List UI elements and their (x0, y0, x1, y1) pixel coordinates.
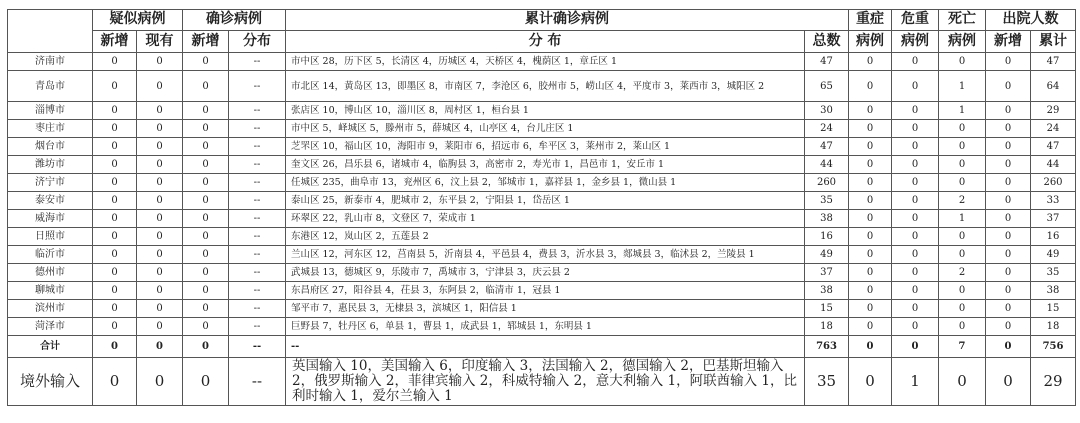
critical-cell: 0 (892, 120, 939, 138)
suspected-current-cell: 0 (137, 336, 183, 358)
table-row (8, 120, 1076, 138)
suspected-new-cell: 0 (93, 300, 137, 318)
city-cell: 滨州市 (8, 300, 93, 318)
critical-cell: 0 (892, 53, 939, 71)
header-sub-distribution-detail: 分 布 (286, 31, 805, 53)
death-cell: 7 (939, 336, 986, 358)
discharged-new-cell: 0 (986, 300, 1031, 318)
total-cell: 65 (805, 71, 849, 102)
confirmed-new-cell: 0 (183, 174, 229, 192)
suspected-current-cell: 0 (137, 174, 183, 192)
total-cell: 30 (805, 102, 849, 120)
severe-cell: 0 (849, 358, 892, 406)
critical-cell: 1 (892, 358, 939, 406)
table-row (8, 156, 1076, 174)
suspected-current-cell: 0 (137, 138, 183, 156)
discharged-cumulative-cell: 44 (1031, 156, 1076, 174)
discharged-new-cell: 0 (986, 358, 1031, 406)
table-row (8, 174, 1076, 192)
confirmed-distribution-cell: -- (229, 120, 286, 138)
critical-cell: 0 (892, 336, 939, 358)
confirmed-new-cell: 0 (183, 246, 229, 264)
severe-cell: 0 (849, 71, 892, 102)
header-city (8, 10, 93, 53)
header-sub-new: 新增 (93, 31, 137, 53)
suspected-current-cell: 0 (137, 192, 183, 210)
table-row (8, 192, 1076, 210)
confirmed-distribution-cell: -- (229, 318, 286, 336)
distribution-detail-cell: 东港区 12，岚山区 2，五莲县 2 (286, 228, 805, 246)
total-cell: 763 (805, 336, 849, 358)
death-cell: 0 (939, 246, 986, 264)
total-cell: 49 (805, 246, 849, 264)
header-suspected: 疑似病例 (93, 10, 183, 31)
suspected-current-cell: 0 (137, 358, 183, 406)
suspected-new-cell: 0 (93, 358, 137, 406)
confirmed-distribution-cell: -- (229, 336, 286, 358)
discharged-new-cell: 0 (986, 246, 1031, 264)
total-cell: 44 (805, 156, 849, 174)
death-cell: 0 (939, 156, 986, 174)
death-cell: 0 (939, 282, 986, 300)
header-severe-a: 重症 (849, 10, 892, 31)
death-cell: 1 (939, 102, 986, 120)
confirmed-new-cell: 0 (183, 120, 229, 138)
suspected-current-cell: 0 (137, 228, 183, 246)
distribution-detail-cell: 市中区 5，峄城区 5，滕州市 5，薛城区 4，山亭区 4，台儿庄区 1 (286, 120, 805, 138)
header-sub-current: 现有 (137, 31, 183, 53)
city-cell: 淄博市 (8, 102, 93, 120)
critical-cell: 0 (892, 246, 939, 264)
city-cell: 潍坊市 (8, 156, 93, 174)
suspected-current-cell: 0 (137, 120, 183, 138)
confirmed-new-cell: 0 (183, 300, 229, 318)
severe-cell: 0 (849, 102, 892, 120)
header-row-1 (8, 10, 1076, 31)
severe-cell: 0 (849, 210, 892, 228)
city-cell: 烟台市 (8, 138, 93, 156)
discharged-cumulative-cell: 38 (1031, 282, 1076, 300)
header-severe-b: 病例 (849, 31, 892, 53)
table-row (8, 53, 1076, 71)
confirmed-new-cell: 0 (183, 358, 229, 406)
city-cell: 日照市 (8, 228, 93, 246)
death-cell: 0 (939, 358, 986, 406)
discharged-cumulative-cell: 47 (1031, 138, 1076, 156)
severe-cell: 0 (849, 120, 892, 138)
header-cumulative: 累计确诊病例 (286, 10, 849, 31)
critical-cell: 0 (892, 102, 939, 120)
confirmed-distribution-cell: -- (229, 264, 286, 282)
discharged-cumulative-cell: 33 (1031, 192, 1076, 210)
discharged-cumulative-cell: 29 (1031, 358, 1076, 406)
city-cell: 泰安市 (8, 192, 93, 210)
confirmed-distribution-cell: -- (229, 71, 286, 102)
severe-cell: 0 (849, 192, 892, 210)
discharged-cumulative-cell: 47 (1031, 53, 1076, 71)
table-row (8, 318, 1076, 336)
severe-cell: 0 (849, 246, 892, 264)
critical-cell: 0 (892, 282, 939, 300)
total-cell: 15 (805, 300, 849, 318)
header-critical-a: 危重 (892, 10, 939, 31)
suspected-new-cell: 0 (93, 228, 137, 246)
discharged-new-cell: 0 (986, 120, 1031, 138)
severe-cell: 0 (849, 174, 892, 192)
distribution-detail-cell: 邹平市 7，惠民县 3，无棣县 3，滨城区 1，阳信县 1 (286, 300, 805, 318)
discharged-new-cell: 0 (986, 156, 1031, 174)
confirmed-distribution-cell: -- (229, 192, 286, 210)
discharged-new-cell: 0 (986, 174, 1031, 192)
severe-cell: 0 (849, 138, 892, 156)
suspected-current-cell: 0 (137, 246, 183, 264)
suspected-current-cell: 0 (137, 53, 183, 71)
total-cell: 260 (805, 174, 849, 192)
header-sub-new-discharged: 新增 (986, 31, 1031, 53)
confirmed-distribution-cell: -- (229, 282, 286, 300)
severe-cell: 0 (849, 53, 892, 71)
suspected-new-cell: 0 (93, 120, 137, 138)
total-cell: 37 (805, 264, 849, 282)
discharged-cumulative-cell: 260 (1031, 174, 1076, 192)
table-body (8, 53, 1076, 406)
distribution-detail-cell: 张店区 10，博山区 10，淄川区 8，周村区 1，桓台县 1 (286, 102, 805, 120)
table-row (8, 246, 1076, 264)
confirmed-distribution-cell: -- (229, 228, 286, 246)
discharged-cumulative-cell: 15 (1031, 300, 1076, 318)
suspected-new-cell: 0 (93, 192, 137, 210)
discharged-cumulative-cell: 35 (1031, 264, 1076, 282)
suspected-new-cell: 0 (93, 174, 137, 192)
suspected-new-cell: 0 (93, 71, 137, 102)
critical-cell: 0 (892, 300, 939, 318)
discharged-new-cell: 0 (986, 228, 1031, 246)
discharged-new-cell: 0 (986, 282, 1031, 300)
total-cell: 24 (805, 120, 849, 138)
confirmed-distribution-cell: -- (229, 102, 286, 120)
distribution-detail-cell: 市中区 28，历下区 5，长清区 4，历城区 4，天桥区 4，槐荫区 1，章丘区 1 (286, 53, 805, 71)
header-sub-new-confirmed: 新增 (183, 31, 229, 53)
header-discharged: 出院人数 (986, 10, 1076, 31)
discharged-cumulative-cell: 18 (1031, 318, 1076, 336)
death-cell: 2 (939, 192, 986, 210)
header-sub-distribution: 分布 (229, 31, 286, 53)
epidemic-table (7, 9, 1076, 406)
death-cell: 2 (939, 264, 986, 282)
city-cell: 临沂市 (8, 246, 93, 264)
total-cell: 38 (805, 282, 849, 300)
table-row (8, 71, 1076, 102)
table-row (8, 264, 1076, 282)
critical-cell: 0 (892, 174, 939, 192)
death-cell: 0 (939, 138, 986, 156)
severe-cell: 0 (849, 336, 892, 358)
city-cell: 济宁市 (8, 174, 93, 192)
city-cell: 德州市 (8, 264, 93, 282)
distribution-detail-cell: 芝罘区 10，福山区 10，海阳市 9，莱阳市 6，招远市 6，牟平区 3，莱州市 2，莱山区 1 (286, 138, 805, 156)
header-sub-cumulative: 累计 (1031, 31, 1076, 53)
death-cell: 0 (939, 300, 986, 318)
confirmed-new-cell: 0 (183, 318, 229, 336)
severe-cell: 0 (849, 156, 892, 174)
discharged-cumulative-cell: 49 (1031, 246, 1076, 264)
header-sub-total: 总数 (805, 31, 849, 53)
total-cell: 35 (805, 358, 849, 406)
discharged-new-cell: 0 (986, 264, 1031, 282)
critical-cell: 0 (892, 318, 939, 336)
suspected-new-cell: 0 (93, 138, 137, 156)
table-row (8, 282, 1076, 300)
confirmed-new-cell: 0 (183, 264, 229, 282)
discharged-new-cell: 0 (986, 318, 1031, 336)
header-death-b: 病例 (939, 31, 986, 53)
confirmed-distribution-cell: -- (229, 300, 286, 318)
suspected-new-cell: 0 (93, 318, 137, 336)
death-cell: 1 (939, 71, 986, 102)
table-row (8, 138, 1076, 156)
death-cell: 0 (939, 228, 986, 246)
confirmed-new-cell: 0 (183, 228, 229, 246)
distribution-detail-cell: 泰山区 25，新泰市 4，肥城市 2，东平县 2，宁阳县 1，岱岳区 1 (286, 192, 805, 210)
confirmed-new-cell: 0 (183, 192, 229, 210)
confirmed-new-cell: 0 (183, 71, 229, 102)
suspected-new-cell: 0 (93, 53, 137, 71)
suspected-new-cell: 0 (93, 282, 137, 300)
confirmed-distribution-cell: -- (229, 246, 286, 264)
suspected-new-cell: 0 (93, 264, 137, 282)
suspected-current-cell: 0 (137, 156, 183, 174)
death-cell: 0 (939, 318, 986, 336)
distribution-detail-cell: 奎文区 26，昌乐县 6，诸城市 4，临朐县 3，高密市 2，寿光市 1，昌邑市 1，安丘市 1 (286, 156, 805, 174)
confirmed-distribution-cell: -- (229, 138, 286, 156)
suspected-new-cell: 0 (93, 210, 137, 228)
suspected-new-cell: 0 (93, 156, 137, 174)
suspected-current-cell: 0 (137, 102, 183, 120)
distribution-detail-cell: 环翠区 22，乳山市 8，文登区 7，荣成市 1 (286, 210, 805, 228)
city-cell: 枣庄市 (8, 120, 93, 138)
header-critical-b: 病例 (892, 31, 939, 53)
confirmed-new-cell: 0 (183, 156, 229, 174)
total-cell: 18 (805, 318, 849, 336)
suspected-new-cell: 0 (93, 102, 137, 120)
total-cell: 38 (805, 210, 849, 228)
total-cell: 16 (805, 228, 849, 246)
confirmed-new-cell: 0 (183, 53, 229, 71)
suspected-current-cell: 0 (137, 282, 183, 300)
confirmed-distribution-cell: -- (229, 156, 286, 174)
distribution-detail-cell: 英国输入 10，美国输入 6，印度输入 3，法国输入 2，德国输入 2，巴基斯坦输入 2，俄罗斯输入 2，菲律宾输入 2，科威特输入 2，意大利输入 1，阿联酋输入 1，比利时输入 1，爱尔兰输入 1 (286, 358, 805, 406)
total-cell: 47 (805, 53, 849, 71)
distribution-detail-cell: 市北区 14，黄岛区 13，即墨区 8，市南区 7，李沧区 6，胶州市 5，崂山区 4，平度市 3，莱西市 3，城阳区 2 (286, 71, 805, 102)
confirmed-new-cell: 0 (183, 282, 229, 300)
distribution-detail-cell: 巨野县 7，牡丹区 6，单县 1，曹县 1，成武县 1，郓城县 1，东明县 1 (286, 318, 805, 336)
city-cell: 青岛市 (8, 71, 93, 102)
severe-cell: 0 (849, 228, 892, 246)
death-cell: 0 (939, 174, 986, 192)
city-cell: 济南市 (8, 53, 93, 71)
suspected-current-cell: 0 (137, 71, 183, 102)
discharged-new-cell: 0 (986, 53, 1031, 71)
confirmed-distribution-cell: -- (229, 358, 286, 406)
table-row (8, 336, 1076, 358)
table-row (8, 300, 1076, 318)
suspected-new-cell: 0 (93, 246, 137, 264)
distribution-detail-cell: 东昌府区 27，阳谷县 4，茌县 3，东阿县 2，临清市 1，冠县 1 (286, 282, 805, 300)
critical-cell: 0 (892, 71, 939, 102)
critical-cell: 0 (892, 138, 939, 156)
city-cell: 聊城市 (8, 282, 93, 300)
header-row-2 (8, 31, 1076, 53)
severe-cell: 0 (849, 300, 892, 318)
discharged-new-cell: 0 (986, 210, 1031, 228)
table-row (8, 210, 1076, 228)
distribution-detail-cell: 任城区 235，曲阜市 13，兖州区 6，汶上县 2，邹城市 1，嘉祥县 1，金乡县 1，微山县 1 (286, 174, 805, 192)
table-row (8, 228, 1076, 246)
table-row (8, 102, 1076, 120)
critical-cell: 0 (892, 192, 939, 210)
discharged-new-cell: 0 (986, 102, 1031, 120)
discharged-cumulative-cell: 29 (1031, 102, 1076, 120)
confirmed-distribution-cell: -- (229, 210, 286, 228)
critical-cell: 0 (892, 228, 939, 246)
confirmed-new-cell: 0 (183, 102, 229, 120)
confirmed-new-cell: 0 (183, 336, 229, 358)
header-death-a: 死亡 (939, 10, 986, 31)
severe-cell: 0 (849, 282, 892, 300)
city-cell: 境外输入 (8, 358, 93, 406)
city-cell: 合计 (8, 336, 93, 358)
discharged-new-cell: 0 (986, 336, 1031, 358)
confirmed-distribution-cell: -- (229, 53, 286, 71)
discharged-new-cell: 0 (986, 71, 1031, 102)
suspected-new-cell: 0 (93, 336, 137, 358)
critical-cell: 0 (892, 156, 939, 174)
suspected-current-cell: 0 (137, 210, 183, 228)
discharged-cumulative-cell: 756 (1031, 336, 1076, 358)
severe-cell: 0 (849, 318, 892, 336)
distribution-detail-cell: 兰山区 12，河东区 12，莒南县 5，沂南县 4，平邑县 4，费县 3，沂水县 3，郯城县 3，临沭县 2，兰陵县 1 (286, 246, 805, 264)
suspected-current-cell: 0 (137, 264, 183, 282)
suspected-current-cell: 0 (137, 300, 183, 318)
discharged-new-cell: 0 (986, 138, 1031, 156)
distribution-detail-cell: -- (286, 336, 805, 358)
discharged-cumulative-cell: 37 (1031, 210, 1076, 228)
critical-cell: 0 (892, 210, 939, 228)
header-confirmed: 确诊病例 (183, 10, 286, 31)
discharged-cumulative-cell: 24 (1031, 120, 1076, 138)
table-row (8, 358, 1076, 406)
confirmed-new-cell: 0 (183, 210, 229, 228)
discharged-cumulative-cell: 16 (1031, 228, 1076, 246)
city-cell: 菏泽市 (8, 318, 93, 336)
total-cell: 35 (805, 192, 849, 210)
total-cell: 47 (805, 138, 849, 156)
death-cell: 0 (939, 53, 986, 71)
city-cell: 威海市 (8, 210, 93, 228)
death-cell: 1 (939, 210, 986, 228)
suspected-current-cell: 0 (137, 318, 183, 336)
severe-cell: 0 (849, 264, 892, 282)
confirmed-new-cell: 0 (183, 138, 229, 156)
discharged-cumulative-cell: 64 (1031, 71, 1076, 102)
distribution-detail-cell: 武城县 13，德城区 9，乐陵市 7，禹城市 3，宁津县 3，庆云县 2 (286, 264, 805, 282)
death-cell: 0 (939, 120, 986, 138)
discharged-new-cell: 0 (986, 192, 1031, 210)
critical-cell: 0 (892, 264, 939, 282)
confirmed-distribution-cell: -- (229, 174, 286, 192)
